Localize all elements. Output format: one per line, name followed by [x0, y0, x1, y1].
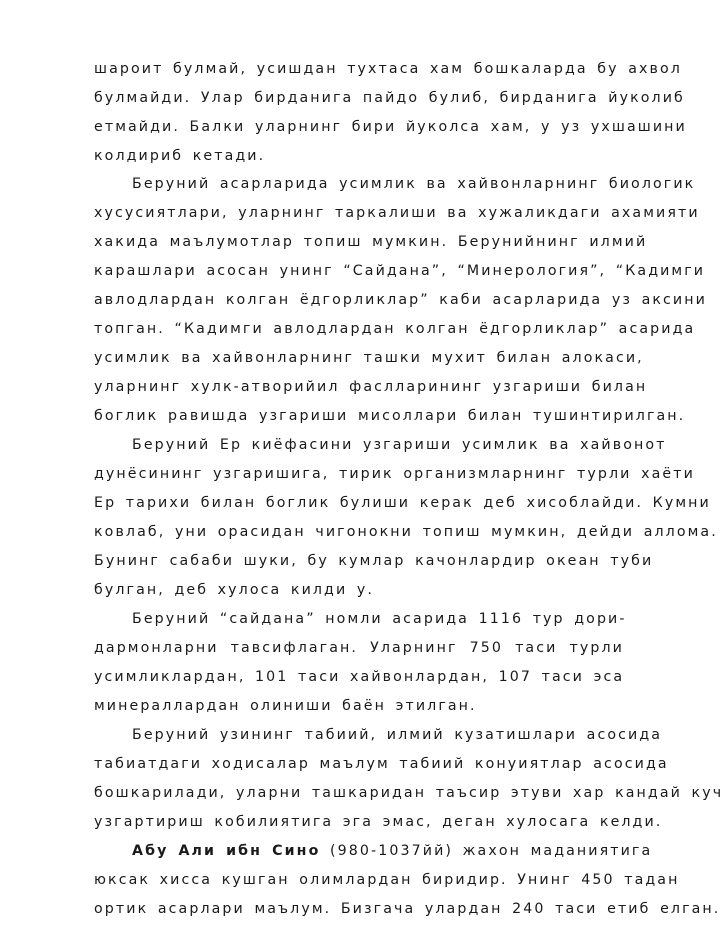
text-line: Беруний “сайдана” номли асарида 1116 тур дори-: [132, 611, 627, 627]
text-line: дунёсининг узгаришига, тирик организмларнинг турли хаёти: [94, 466, 695, 482]
text-line: юксак хисса кушган олимлардан биридир. Унинг 450 тадан: [94, 872, 680, 888]
text-line: ортик асарлари маълум. Бизгача улардан 240 таси етиб елган.: [94, 901, 721, 917]
text-line: Беруний Ер киёфасини узгариши усимлик ва хайвонот: [132, 437, 667, 453]
text-line: булмайди. Улар бирданига пайдо булиб, бирданига йуколиб: [94, 90, 685, 106]
text-line: бошкарилади, уларни ташкаридан таъсир этуви хар кандай куч: [94, 785, 723, 801]
text-line: шароит булмай, усишдан тухтаса хам бошкаларда бу ахвол: [94, 61, 682, 77]
text-line-with-bold-name: Абу Али ибн Сино (980-1037йй) жахон маданиятига: [132, 843, 653, 859]
author-name: Абу Али ибн Сино: [132, 843, 321, 859]
text-line: етмайди. Балки уларнинг бири йуколса хам, у уз ухшашини: [94, 119, 687, 135]
text-line: Беруний узининг табиий, илмий кузатишлари асосида: [132, 727, 663, 743]
text-line: карашлари асосан унинг “Сайдана”, “Минерология”, “Кадимги: [94, 263, 706, 279]
text-line: топган. “Кадимги авлодлардан колган ёдгорликлар” асарида: [94, 321, 696, 337]
text-line: ковлаб, уни орасидан чигонокни топиш мумкин, дейди аллома.: [94, 524, 718, 540]
text-line: хакида маълумотлар топиш мумкин. Берунийнинг илмий: [94, 234, 648, 250]
text-line: Бунинг сабаби шуки, бу кумлар качонлардир океан туби: [94, 553, 654, 569]
text-line: минераллардан олиниши баён этилган.: [94, 698, 477, 714]
text-line: узгартириш кобилиятига эга эмас, деган хулосага келди.: [94, 814, 663, 830]
text-line: хусусиятлари, уларнинг таркалиши ва хужаликдаги ахамияти: [94, 205, 700, 221]
text-line: колдириб кетади.: [94, 148, 266, 164]
text-line: авлодлардан колган ёдгорликлар” каби асарларида уз аксини: [94, 292, 707, 308]
text-line: дармонларни тавсифлаган. Уларнинг 750 таси турли: [94, 640, 624, 656]
text-line: усимликлардан, 101 таси хайвонлардан, 107 таси эса: [94, 669, 625, 685]
text-line: уларнинг хулк-атворийил фаслларининг узгариши билан: [94, 379, 648, 395]
text-line: булган, деб хулоса килди у.: [94, 582, 375, 598]
text-line: усимлик ва хайвонларнинг ташки мухит билан алокаси,: [94, 350, 644, 366]
text-line: табиатдаги ходисалар маълум табиий конуиятлар асосида: [94, 756, 669, 772]
text-line: Беруний асарларида усимлик ва хайвонларнинг биологик: [132, 176, 696, 192]
text-line: Ер тарихи билан боглик булиши керак деб хисоблайди. Кумни: [94, 495, 711, 511]
text-line: боглик равишда узгариши мисоллари билан тушинтирилган.: [94, 408, 686, 424]
